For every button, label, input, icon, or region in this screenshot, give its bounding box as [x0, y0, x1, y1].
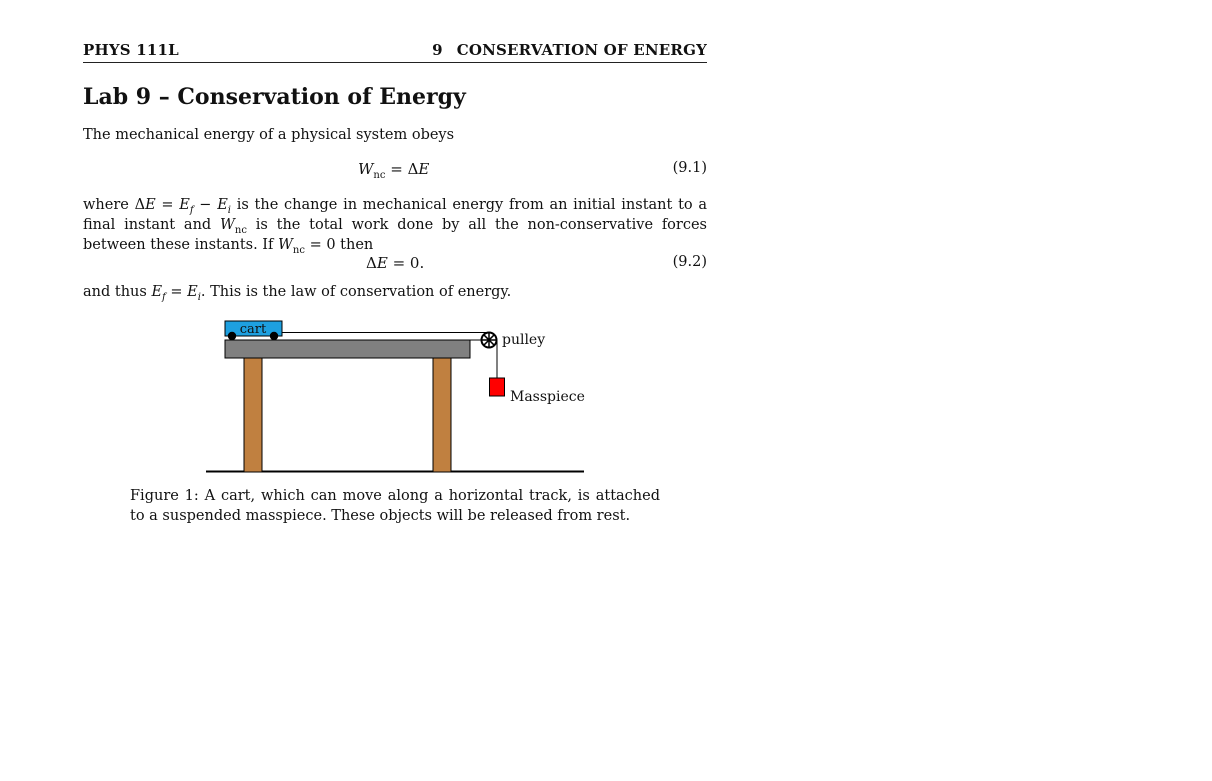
- conclusion-paragraph: and thus $E_f = E_i$. This is the law of conservation of energy.: [83, 284, 512, 303]
- p3-prefix: and thus: [83, 284, 152, 300]
- p2-suffix: then: [335, 237, 374, 253]
- equation-9-1: $W_{nc} = \Delta E$: [358, 160, 430, 181]
- page-title: Lab 9 – Conservation of Energy: [83, 84, 466, 110]
- p2-prefix: where: [83, 197, 135, 213]
- chapter-heading: [432, 41, 707, 59]
- equation-9-2: ΔE = 0.: [366, 254, 425, 272]
- header-rule: [83, 62, 707, 63]
- chapter-number: 9: [432, 41, 443, 59]
- chapter-title: CONSERVATION OF ENERGY: [456, 41, 707, 59]
- table-top: [225, 340, 470, 358]
- figure-caption: Figure 1: A cart, which can move along a horizontal track, is attached to a suspended masspiece. These objects will be released from rest.: [130, 488, 660, 524]
- p2-middle: is the change in mechanical energy from an initial instant to a final instant and: [83, 197, 708, 233]
- definition-paragraph: where $\Delta E = E_f - E_i$ is the change in mechanical energy from an initial instant to a final instant and $W_{nc}$ is the total work done by all the non-conservative forces between these instants. If $W_{nc} = 0$ then: [83, 197, 708, 256]
- intro-paragraph: The mechanical energy of a physical system obeys: [83, 127, 455, 143]
- equation-9-2-label: (9.2): [672, 254, 707, 270]
- table-leg-left: [244, 358, 262, 472]
- cart-wheel-right: [270, 332, 278, 340]
- masspiece-block: [490, 378, 505, 396]
- cart-wheel-left: [228, 332, 236, 340]
- cart-pulley-figure: [200, 316, 600, 478]
- cart-label: cart: [239, 322, 267, 337]
- p2-middle2: is the total work done by all the non-conservative forces between these instants. If: [83, 217, 707, 253]
- table-leg-right: [433, 358, 451, 472]
- p3-suffix: . This is the law of conservation of energy.: [200, 284, 512, 300]
- equation-9-1-label: (9.1): [672, 160, 707, 176]
- masspiece-label: Masspiece: [510, 389, 585, 405]
- course-code: PHYS 111L: [83, 41, 179, 59]
- pulley-label: pulley: [502, 332, 546, 348]
- running-header: [83, 41, 707, 61]
